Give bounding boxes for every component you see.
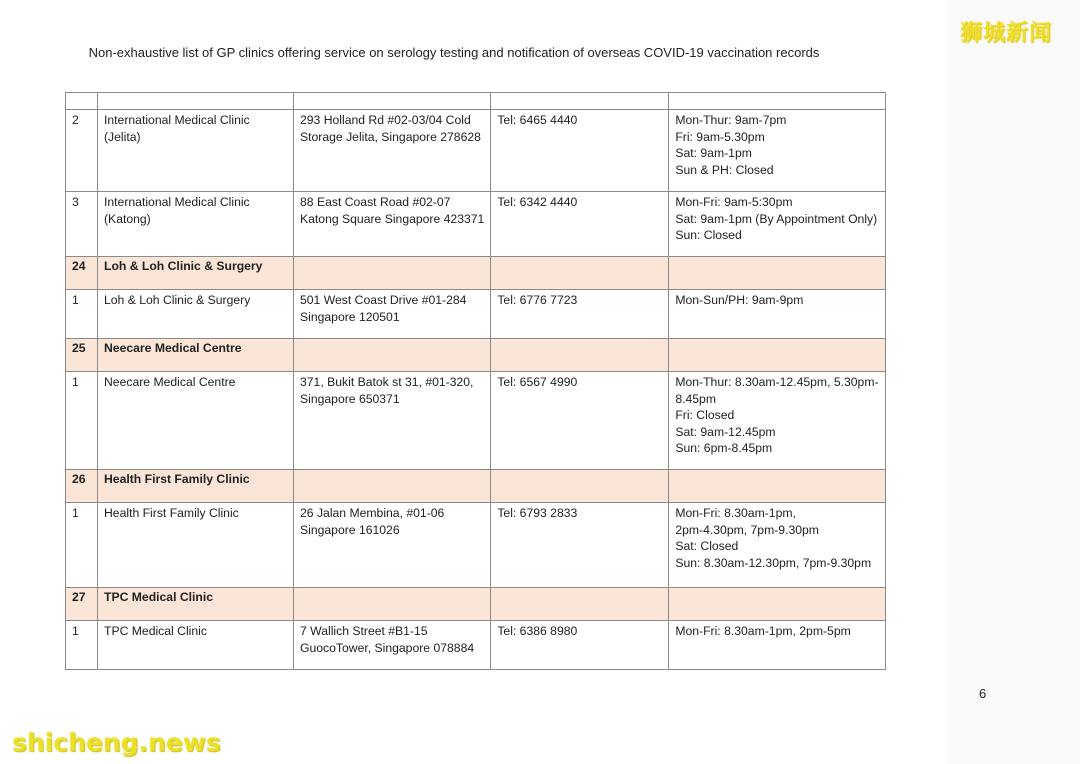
hours-line: Mon-Fri: 8.30am-1pm, 2pm-5pm <box>675 624 851 638</box>
row-number: 2 <box>66 110 98 192</box>
hours-line: Sun: 8.30am-12.30pm, 7pm-9.30pm <box>675 555 872 570</box>
watermark-logo: 狮城新闻 <box>960 21 1053 46</box>
table-cell <box>294 93 491 110</box>
clinic-hours <box>669 503 885 588</box>
table-cell <box>491 339 669 372</box>
clinic-address <box>294 503 491 588</box>
hours-line: Mon-Sun/PH: 9am-9pm <box>675 293 804 307</box>
clinic-name: International Medical Clinic (Katong) <box>98 192 294 257</box>
address-line: Katong Square Singapore 423371 <box>300 211 485 226</box>
hours-line: Mon-Thur: 8.30am-12.45pm, 5.30pm- <box>675 375 879 389</box>
table-cell <box>294 339 491 372</box>
row-number: 1 <box>66 372 98 470</box>
hours-line: Sat: 9am-1pm (By Appointment Only) <box>675 211 878 226</box>
clinic-table <box>65 92 886 670</box>
table-cell <box>491 257 669 290</box>
clinic-name: Neecare Medical Centre <box>98 372 294 470</box>
row-number: 1 <box>66 290 98 339</box>
hours-line: Mon-Thur: 9am-7pm <box>675 113 787 127</box>
address-line: Singapore 650371 <box>300 391 400 406</box>
address-line: 88 East Coast Road #02-07 <box>300 195 451 209</box>
clinic-tel: Tel: 6567 4990 <box>491 372 669 470</box>
row-number: 1 <box>66 503 98 588</box>
hours-line: Sat: Closed <box>675 539 739 553</box>
address-line: 501 West Coast Drive #01-284 <box>300 293 467 307</box>
clinic-tel: Tel: 6342 4440 <box>491 192 669 257</box>
clinic-name: Loh & Loh Clinic & Surgery <box>98 290 294 339</box>
group-name: Loh & Loh Clinic & Surgery <box>98 257 294 290</box>
table-cell <box>491 93 669 110</box>
table-cell <box>669 339 885 372</box>
hours-line: Mon-Fri: 8.30am-1pm, <box>675 506 796 520</box>
row-number: 3 <box>66 192 98 257</box>
table-cell <box>98 93 294 110</box>
hours-line: Sun: Closed <box>675 228 742 242</box>
clinic-tel: Tel: 6776 7723 <box>491 290 669 339</box>
clinic-hours <box>669 290 885 339</box>
hours-line: Mon-Fri: 9am-5:30pm <box>675 195 793 209</box>
group-row <box>66 339 886 372</box>
table-cell <box>491 470 669 503</box>
address-line: GuocoTower, Singapore 078884 <box>300 640 475 655</box>
hours-line: Sun & PH: Closed <box>675 162 774 177</box>
group-row <box>66 470 886 503</box>
document-title: Non-exhaustive list of GP clinics offering service on serology testing and notification of overseas COVID-19 vaccination records <box>88 45 820 60</box>
clinic-hours <box>669 372 885 470</box>
clinic-name: Health First Family Clinic <box>98 503 294 588</box>
clinic-hours <box>669 192 885 257</box>
table-cell <box>294 257 491 290</box>
clinic-tel: Tel: 6465 4440 <box>491 110 669 192</box>
hours-line: 2pm-4.30pm, 7pm-9.30pm <box>675 522 819 537</box>
group-number: 25 <box>66 339 98 372</box>
hours-line: Fri: Closed <box>675 408 735 422</box>
address-line: Singapore 161026 <box>300 522 400 537</box>
hours-line: Sat: 9am-1pm <box>675 146 752 160</box>
table-cell <box>294 470 491 503</box>
table-cell <box>66 93 98 110</box>
table-row <box>66 503 886 588</box>
table-cell <box>669 93 885 110</box>
table-cell <box>294 588 491 621</box>
group-number: 24 <box>66 257 98 290</box>
hours-line: 8.45pm <box>675 391 716 406</box>
table-cell <box>669 257 885 290</box>
clinic-address <box>294 372 491 470</box>
clinic-tel: Tel: 6793 2833 <box>491 503 669 588</box>
clinic-address <box>294 621 491 670</box>
group-name: TPC Medical Clinic <box>98 588 294 621</box>
address-line: 26 Jalan Membina, #01-06 <box>300 506 445 520</box>
address-line: 7 Wallich Street #B1-15 <box>300 624 428 638</box>
table-row <box>66 93 886 110</box>
clinic-address <box>294 290 491 339</box>
group-row <box>66 257 886 290</box>
hours-line: Sun: 6pm-8.45pm <box>675 441 773 455</box>
address-line: Storage Jelita, Singapore 278628 <box>300 129 481 144</box>
table-row <box>66 621 886 670</box>
page-margin <box>948 0 1080 764</box>
address-line: 371, Bukit Batok st 31, #01-320, <box>300 375 474 389</box>
group-number: 27 <box>66 588 98 621</box>
table-row <box>66 110 886 192</box>
clinic-tel: Tel: 6386 8980 <box>491 621 669 670</box>
address-line: 293 Holland Rd #02-03/04 Cold <box>300 113 471 127</box>
watermark-text: shicheng.news <box>12 728 221 757</box>
table-row <box>66 290 886 339</box>
table-row <box>66 192 886 257</box>
group-number: 26 <box>66 470 98 503</box>
table-cell <box>669 470 885 503</box>
address-line: Singapore 120501 <box>300 309 400 324</box>
hours-line: Fri: 9am-5.30pm <box>675 129 765 144</box>
group-name: Health First Family Clinic <box>98 470 294 503</box>
clinic-hours <box>669 110 885 192</box>
clinic-name: International Medical Clinic (Jelita) <box>98 110 294 192</box>
clinic-name: TPC Medical Clinic <box>98 621 294 670</box>
clinic-address <box>294 110 491 192</box>
table-row <box>66 372 886 470</box>
hours-line: Sat: 9am-12.45pm <box>675 424 776 439</box>
clinic-address <box>294 192 491 257</box>
page-number: 6 <box>979 686 987 701</box>
row-number: 1 <box>66 621 98 670</box>
table-cell <box>491 588 669 621</box>
table-cell <box>669 588 885 621</box>
clinic-hours <box>669 621 885 670</box>
group-row <box>66 588 886 621</box>
group-name: Neecare Medical Centre <box>98 339 294 372</box>
